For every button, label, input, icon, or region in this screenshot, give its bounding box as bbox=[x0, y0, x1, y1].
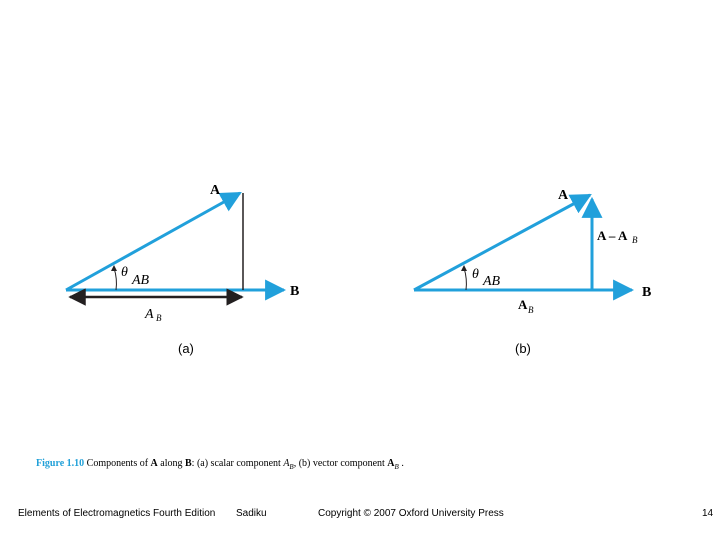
caption-text-5: . bbox=[401, 458, 404, 469]
vector-a-line bbox=[66, 193, 240, 290]
caption-sub-2: B bbox=[394, 463, 399, 471]
footer-copyright: Copyright © 2007 Oxford University Press bbox=[318, 508, 504, 519]
caption-bold-b: B bbox=[185, 458, 192, 469]
label-theta: θ bbox=[472, 267, 479, 282]
caption-bold-a2: A bbox=[387, 458, 395, 469]
label-vector-b: B bbox=[642, 285, 652, 300]
label-vector-component: A bbox=[518, 297, 528, 312]
label-angle-ab: AB bbox=[483, 274, 501, 289]
caption-italic-a: A bbox=[283, 458, 290, 469]
label-theta: θ bbox=[121, 265, 128, 280]
caption-text-3: : (a) scalar component bbox=[191, 458, 281, 469]
angle-arc-arrowhead bbox=[461, 265, 467, 271]
label-scalar-component-sub: B bbox=[156, 313, 162, 323]
footer-author: Sadiku bbox=[236, 508, 267, 519]
panel-a bbox=[66, 183, 299, 356]
label-vector-b: B bbox=[290, 284, 300, 299]
caption-text-1: Components of bbox=[86, 458, 149, 469]
vector-a-line bbox=[414, 195, 590, 290]
label-vector-a: A bbox=[210, 183, 221, 198]
angle-arc bbox=[114, 268, 116, 290]
figure-caption bbox=[36, 458, 404, 471]
footer-book-title: Elements of Electromagnetics Fourth Edition bbox=[18, 508, 216, 519]
caption-text-4: , (b) vector component bbox=[293, 458, 385, 469]
label-difference-vector: A – A bbox=[597, 228, 628, 243]
panel-b bbox=[414, 188, 651, 356]
caption-bold-a: A bbox=[150, 458, 158, 469]
label-vector-a: A bbox=[558, 188, 569, 203]
figure-number: Figure 1.10 bbox=[36, 458, 85, 469]
label-scalar-component: A bbox=[145, 307, 154, 322]
panel-a-label: (a) bbox=[178, 341, 194, 356]
label-difference-vector-sub: B bbox=[632, 235, 638, 245]
label-vector-component-sub: B bbox=[528, 305, 534, 315]
caption-sub-1: B bbox=[289, 463, 294, 471]
caption-text-2: along bbox=[160, 458, 183, 469]
label-angle-ab: AB bbox=[132, 273, 150, 288]
angle-arc bbox=[464, 268, 466, 290]
panel-b-label: (b) bbox=[515, 341, 531, 356]
footer-page-number: 14 bbox=[702, 508, 714, 519]
